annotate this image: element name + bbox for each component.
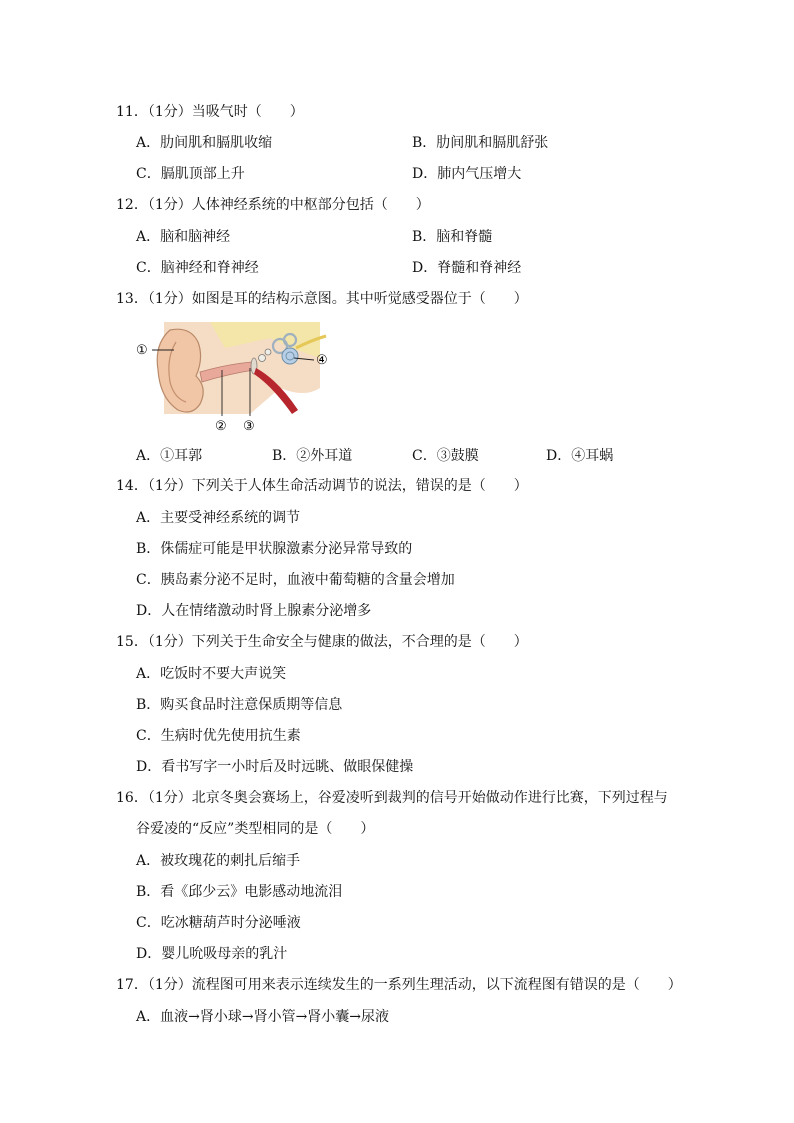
ossicle-2 (265, 349, 271, 355)
question-16-option-d: D．婴儿吮吸母亲的乳汁 (136, 946, 288, 962)
question-16-stem-line-2: 谷爱凌的“反应”类型相同的是（ ） (136, 821, 375, 837)
question-13-option-d: D．④耳蜗 (546, 448, 614, 464)
question-13-option-b: B．②外耳道 (272, 448, 353, 464)
figure-label-2: ② (215, 419, 227, 434)
question-12-option-c: C．脑神经和脊神经 (136, 260, 259, 276)
figure-label-3: ③ (243, 419, 255, 434)
figure-label-1: ① (136, 343, 148, 358)
question-16-option-c: C．吃冰糖葫芦时分泌唾液 (136, 915, 301, 931)
ossicle-1 (259, 355, 266, 362)
question-12-stem: 12．（1分）人体神经系统的中枢部分包括（ ） (116, 197, 430, 213)
question-16-option-b: B．看《邱少云》电影感动地流泪 (136, 884, 343, 900)
question-12-option-a: A．脑和脑神经 (136, 229, 231, 245)
question-11-option-c: C．膈肌顶部上升 (136, 166, 245, 182)
question-14-option-d: D．人在情绪激动时肾上腺素分泌增多 (136, 603, 372, 619)
question-15-option-d: D．看书写字一小时后及时远眺、做眼保健操 (136, 759, 414, 775)
question-15-option-b: B．购买食品时注意保质期等信息 (136, 697, 343, 713)
question-17-stem: 17．（1分）流程图可用来表示连续发生的一系列生理活动，以下流程图有错误的是（ ） (116, 977, 682, 993)
question-17-option-a: A．血液→肾小球→肾小管→肾小囊→尿液 (136, 1009, 390, 1025)
question-12-option-b: B．脑和脊髓 (412, 229, 493, 245)
question-14-option-a: A．主要受神经系统的调节 (136, 510, 301, 526)
question-14-option-b: B．侏儒症可能是甲状腺激素分泌异常导致的 (136, 541, 413, 557)
question-15-option-c: C．生病时优先使用抗生素 (136, 728, 301, 744)
question-15-stem: 15．（1分）下列关于生命安全与健康的做法，不合理的是（ ） (116, 634, 528, 650)
question-11-option-a: A．肋间肌和膈肌收缩 (136, 135, 273, 151)
question-13-option-c: C．③鼓膜 (412, 448, 479, 464)
question-16-option-a: A．被玫瑰花的刺扎后缩手 (136, 853, 301, 869)
cochlea-shape (282, 348, 298, 364)
question-11-option-b: B．肋间肌和膈肌舒张 (412, 135, 549, 151)
ear-structure-figure (130, 318, 350, 436)
question-16-stem-line-1: 16．（1分）北京冬奥会赛场上，谷爱凌听到裁判的信号开始做动作进行比赛，下列过程与 (116, 790, 668, 806)
question-14-stem: 14．（1分）下列关于人体生命活动调节的说法，错误的是（ ） (116, 478, 528, 494)
question-11-option-d: D．肺内气压增大 (412, 166, 522, 182)
question-12-option-d: D．脊髓和脊神经 (412, 260, 522, 276)
figure-label-4: ④ (316, 353, 328, 368)
question-11-stem: 11．（1分）当吸气时（ ） (116, 104, 304, 120)
question-15-option-a: A．吃饭时不要大声说笑 (136, 666, 287, 682)
question-13-option-a: A．①耳郭 (136, 448, 203, 464)
question-14-option-c: C．胰岛素分泌不足时，血液中葡萄糖的含量会增加 (136, 572, 455, 588)
question-13-stem: 13．（1分）如图是耳的结构示意图。其中听觉感受器位于（ ） (116, 291, 528, 307)
